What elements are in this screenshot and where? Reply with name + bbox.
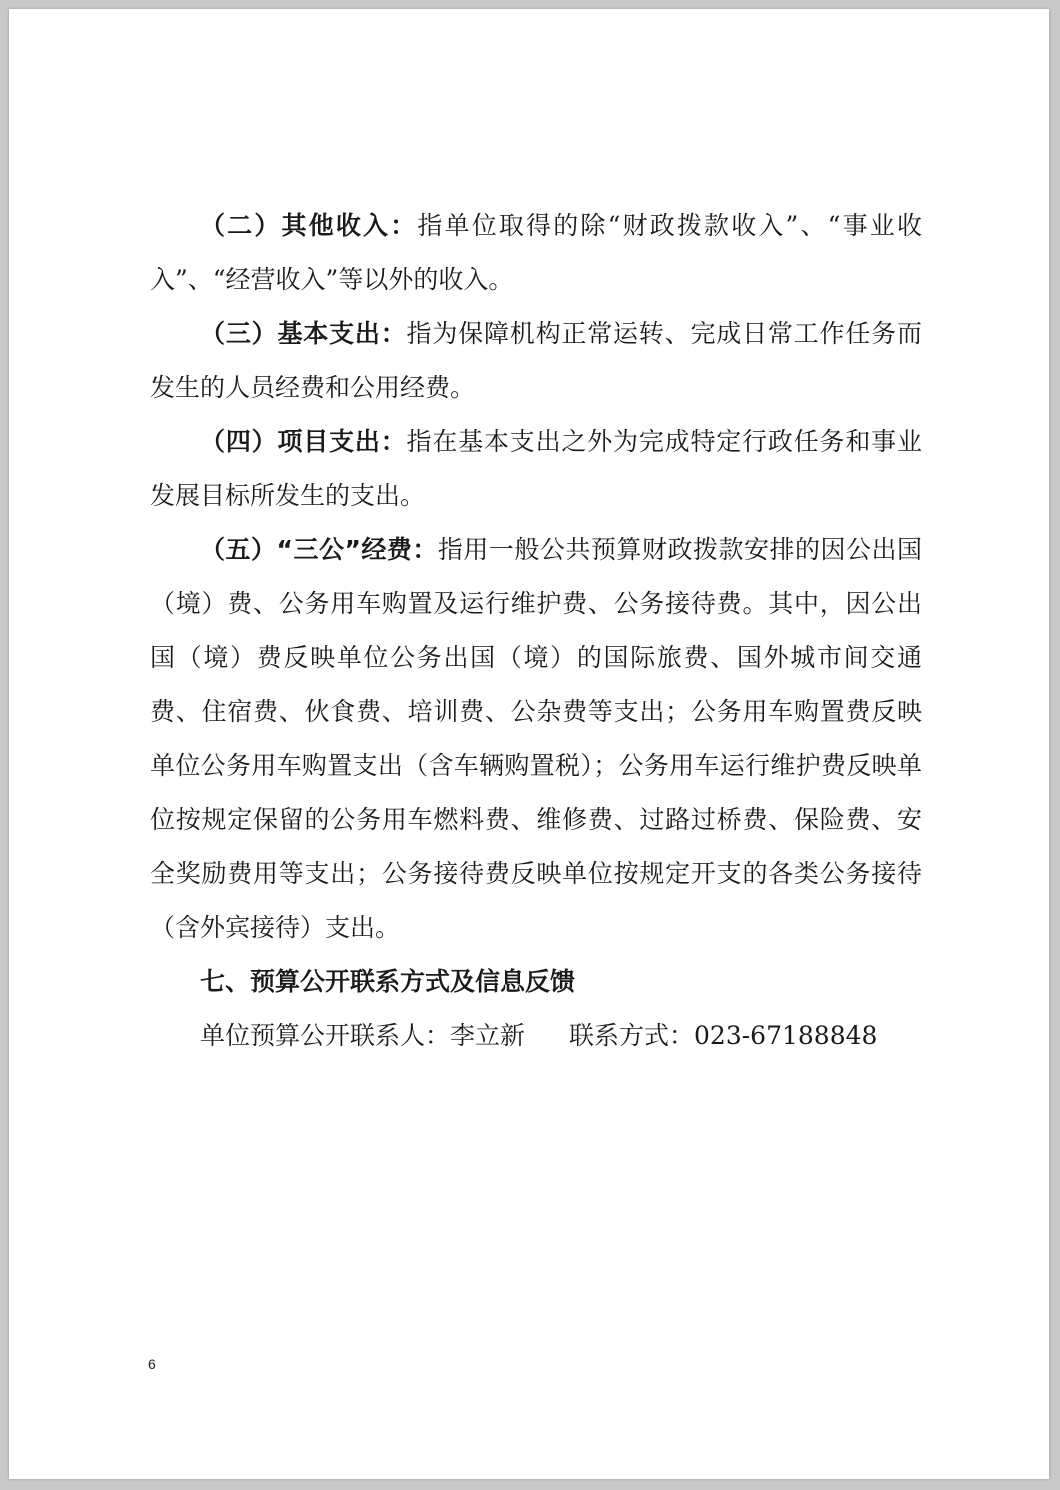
contact-method: 联系方式：023-67188848 [569, 1021, 878, 1050]
page-number: 6 [148, 1356, 156, 1372]
definition-project-expenditure: 指在基本支出之外为完成特定行政任务和事业发展目标所发生的支出。 [150, 427, 922, 510]
paragraph-basic-expenditure [150, 307, 922, 415]
definition-basic-expenditure: 指为保障机构正常运转、完成日常工作任务而发生的人员经费和公用经费。 [150, 319, 922, 402]
contact-line [150, 1009, 922, 1063]
paragraph-three-public-expenses [150, 523, 922, 955]
document-body [150, 199, 922, 1063]
definition-three-public-expenses: 指用一般公共预算财政拨款安排的因公出国（境）费、公务用车购置及运行维护费、公务接待费。其中，因公出国（境）费反映单位公务出国（境）的国际旅费、国外城市间交通费、住宿费、伙食费、培训费、公杂费等支出；公务用车购置费反映单位公务用车购置支出（含车辆购置税）；公务用车运行维护费反映单位按规定保留的公务用车燃料费、维修费、过路过桥费、保险费、安全奖励费用等支出；公务接待费反映单位按规定开支的各类公务接待（含外宾接待）支出。 [150, 535, 922, 942]
document-page [9, 9, 1049, 1479]
section-heading: 七、预算公开联系方式及信息反馈 [200, 967, 576, 996]
contact-person: 单位预算公开联系人：李立新 [200, 1021, 526, 1050]
term-three-public-expenses: （五）“三公”经费： [200, 535, 438, 564]
paragraph-other-income [150, 199, 922, 307]
paragraph-project-expenditure [150, 415, 922, 523]
term-basic-expenditure: （三）基本支出： [200, 319, 407, 348]
term-other-income: （二）其他收入： [200, 211, 418, 240]
term-project-expenditure: （四）项目支出： [200, 427, 407, 456]
definition-other-income: 指单位取得的除“财政拨款收入”、“事业收入”、“经营收入”等以外的收入。 [150, 211, 922, 294]
